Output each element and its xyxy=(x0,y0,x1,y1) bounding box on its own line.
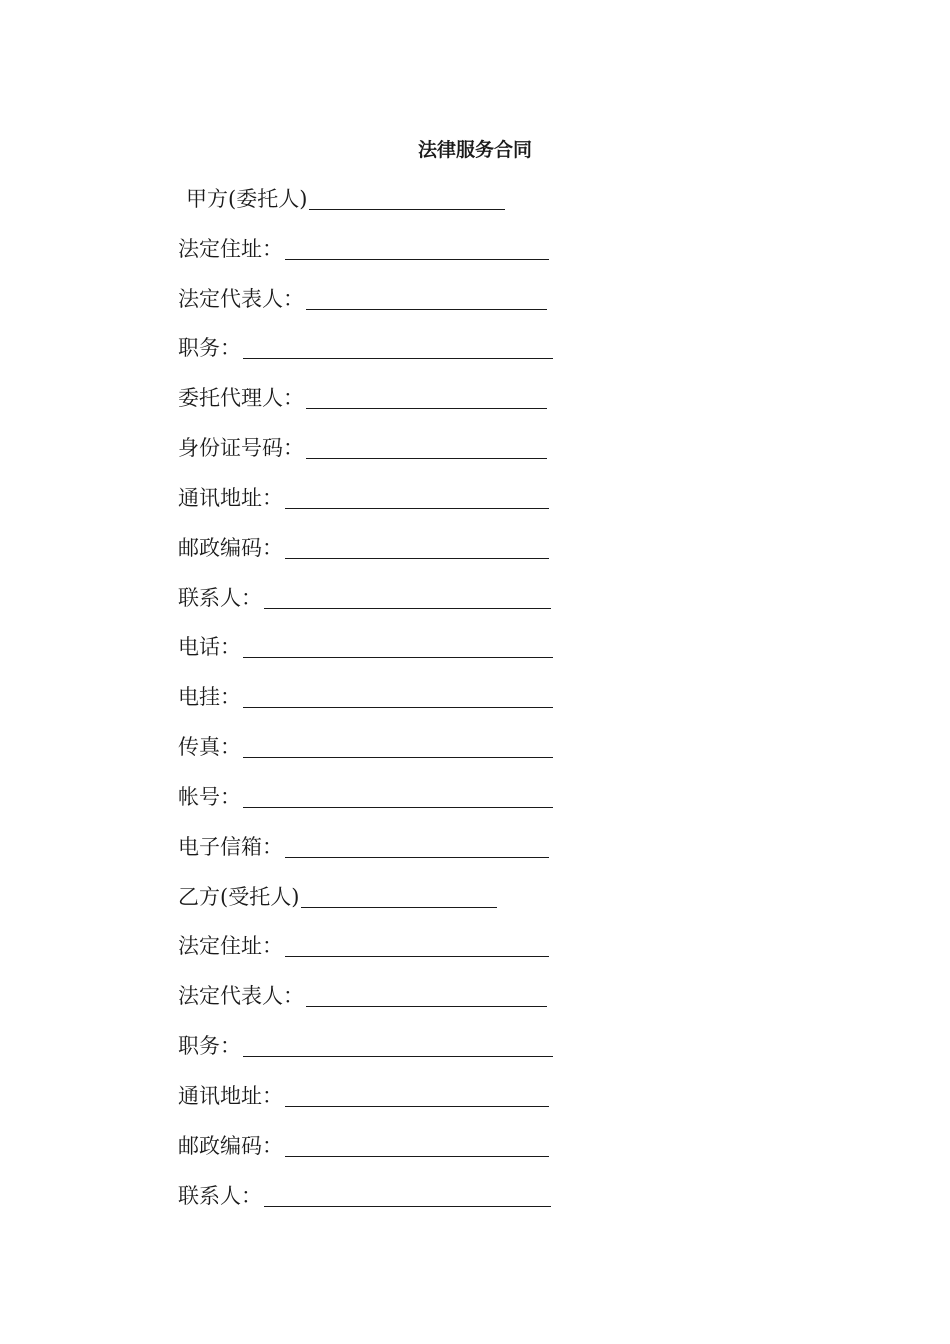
blank-line xyxy=(285,259,549,260)
blank-line xyxy=(306,458,547,459)
form-row xyxy=(178,1029,578,1079)
form-row xyxy=(178,730,578,780)
form-row xyxy=(178,780,578,830)
blank-line xyxy=(285,857,549,858)
field-label: 电挂： xyxy=(178,685,241,710)
blank-line xyxy=(309,209,505,210)
field-label: 通讯地址： xyxy=(178,485,283,510)
blank-line xyxy=(306,408,547,409)
form-row xyxy=(178,1179,578,1229)
field-label: 电话： xyxy=(178,635,241,660)
form-row xyxy=(178,531,578,581)
blank-line xyxy=(285,956,549,957)
form-row xyxy=(178,630,578,680)
form-row xyxy=(178,581,578,631)
field-label: 电子信箱： xyxy=(178,834,283,859)
field-label: 法定住址： xyxy=(178,934,283,959)
field-label: 职务： xyxy=(178,336,241,361)
party-a-row xyxy=(178,182,578,232)
field-label: 通讯地址： xyxy=(178,1083,283,1108)
blank-line xyxy=(243,757,553,758)
blank-line xyxy=(285,1156,549,1157)
blank-line xyxy=(243,707,553,708)
blank-line xyxy=(264,608,551,609)
field-label: 邮政编码： xyxy=(178,1133,283,1158)
blank-line xyxy=(301,907,497,908)
form-row xyxy=(178,1129,578,1179)
blank-line xyxy=(285,1106,549,1107)
field-label: 帐号： xyxy=(178,784,241,809)
blank-line xyxy=(306,1006,547,1007)
blank-line xyxy=(264,1206,551,1207)
form-row xyxy=(178,830,578,880)
form-row xyxy=(178,481,578,531)
field-label: 联系人： xyxy=(178,1183,262,1208)
field-label: 职务： xyxy=(178,1034,241,1059)
blank-line xyxy=(243,358,553,359)
form-row xyxy=(178,232,578,282)
form-row xyxy=(178,331,578,381)
field-label: 联系人： xyxy=(178,585,262,610)
blank-line xyxy=(243,807,553,808)
field-label: 法定住址： xyxy=(178,236,283,261)
blank-line xyxy=(285,558,549,559)
form-row xyxy=(178,1079,578,1129)
form-row xyxy=(178,381,578,431)
field-label: 法定代表人： xyxy=(178,984,304,1009)
field-label: 传真： xyxy=(178,735,241,760)
blank-line xyxy=(243,1056,553,1057)
form-row xyxy=(178,680,578,730)
field-label: 甲方(委托人) xyxy=(186,187,308,211)
field-label: 身份证号码： xyxy=(178,436,304,461)
blank-line xyxy=(243,657,553,658)
form-row xyxy=(178,979,578,1029)
field-label: 邮政编码： xyxy=(178,535,283,560)
form-row xyxy=(178,929,578,979)
document-title: 法律服务合同 xyxy=(417,139,532,161)
field-label: 法定代表人： xyxy=(178,286,304,311)
field-label: 委托代理人： xyxy=(178,386,304,411)
form-row xyxy=(178,431,578,481)
field-label: 乙方(受托人) xyxy=(178,884,300,909)
party-b-row xyxy=(178,880,578,930)
form-row xyxy=(178,282,578,332)
blank-line xyxy=(285,508,549,509)
contract-party-form xyxy=(178,182,578,1228)
blank-line xyxy=(306,309,547,310)
